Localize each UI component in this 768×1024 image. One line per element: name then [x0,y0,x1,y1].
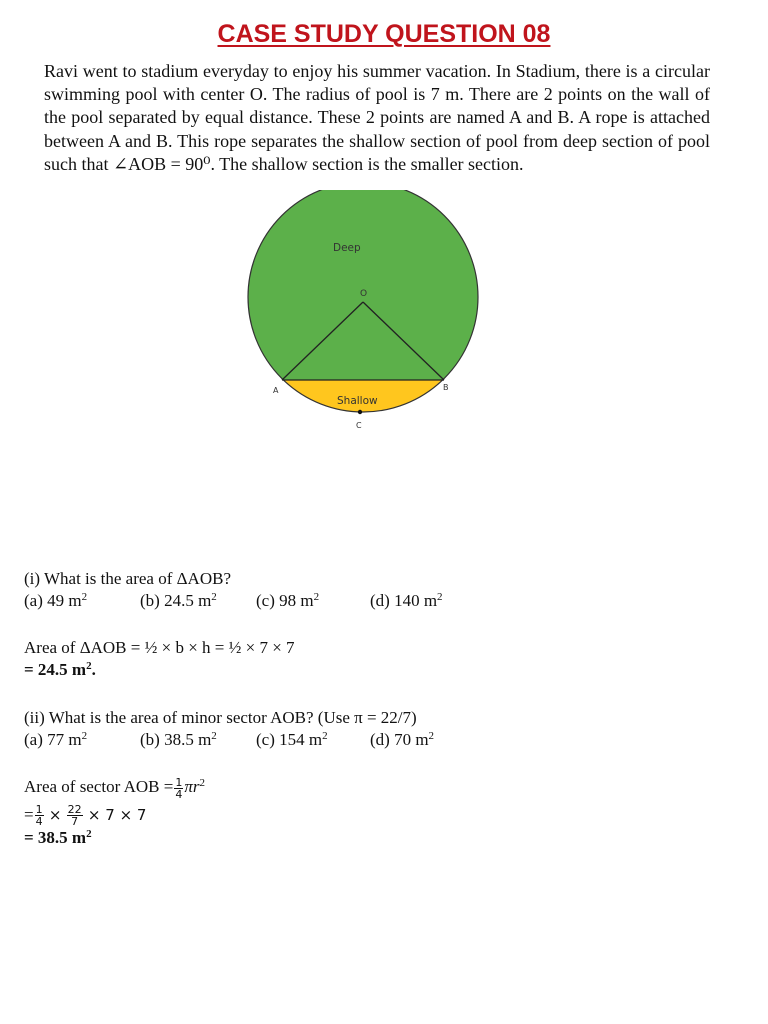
page-title: CASE STUDY QUESTION 08 [217,20,551,48]
q2-option-d: (d) 70 $m^2$ [370,730,435,749]
question-2-options [24,729,434,751]
q1-option-d: (d) 140 $m^2$ [370,591,443,610]
answer-1-working: Area of ΔAOB = ½ × b × h = ½ × 7 × 7 [24,638,295,657]
question-2-text: (ii) What is the area of minor sector AOB? (Use π = 22/7) [24,708,417,727]
shallow-label: Shallow [337,395,378,407]
question-1-text: (i) What is the area of ΔAOB? [24,569,231,588]
question-1-options [24,590,443,612]
point-c-marker [358,410,362,414]
answer-2-step: = $\frac{1}{4}$ × $\frac{22}{7}$ × 7 × 7 [24,803,147,829]
answer-2-result: = 38.5 $m^2$ [24,828,92,848]
q2-option-c: (c) 154 $m^2$ [256,730,328,749]
question-1 [24,568,443,612]
point-b-label: B [443,383,449,392]
point-o-label: O [360,289,368,299]
question-2 [24,707,434,751]
answer-2-formula: Area of sector AOB = $\frac{1}{4}$ $\pi r^2$ [24,775,205,801]
deep-label: Deep [333,242,361,254]
q1-option-a: (a) 49 $m^2$ [24,591,88,610]
answer-1 [24,637,295,681]
q1-option-b: (b) 24.5 $m^2$ [140,591,217,610]
point-c-label: C [356,421,362,430]
point-a-label: A [273,386,279,395]
q2-option-b: (b) 38.5 $m^2$ [140,730,217,749]
q2-option-a: (a) 77 $m^2$ [24,730,88,749]
answer-1-result: = 24.5 $m^2$. [24,660,96,679]
q1-option-c: (c) 98 $m^2$ [256,591,320,610]
answer-2 [24,776,205,849]
case-study-paragraph: Ravi went to stadium everyday to enjoy his summer vacation. In Stadium, there is a circular swimming pool with center O. The radius of pool is 7 m. There are 2 points on the wall of the pool separated by equal distance. These 2 points are named A and B. A rope is attached between A and B. This rope separates the shallow section of pool from deep section of pool such that ∠AOB = 90⁰. The shallow section is the smaller section. [44,61,710,174]
pool-diagram [236,190,496,435]
